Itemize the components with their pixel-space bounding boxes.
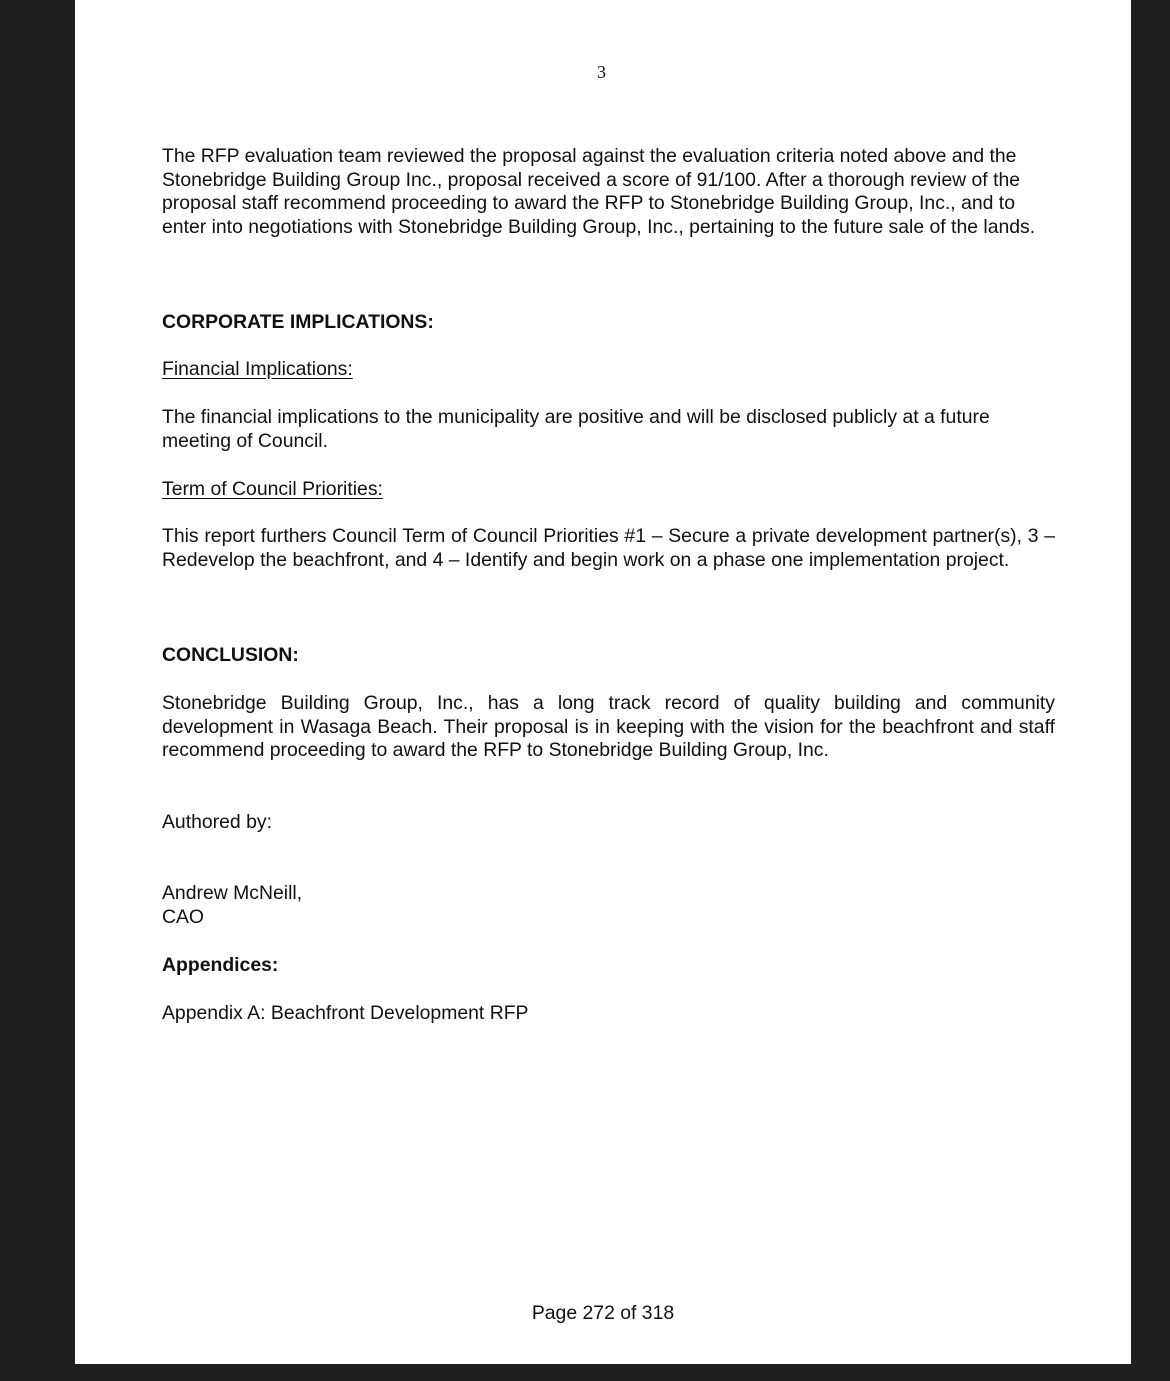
conclusion-heading: CONCLUSION: bbox=[162, 644, 299, 666]
financial-paragraph-block bbox=[162, 406, 1055, 453]
appendix-a-item: Appendix A: Beachfront Development RFP bbox=[162, 1002, 529, 1024]
authored-by-label: Authored by: bbox=[162, 811, 272, 833]
document-page bbox=[75, 0, 1131, 1364]
priorities-paragraph-block bbox=[162, 525, 1055, 572]
authored-by-section bbox=[162, 811, 1055, 835]
author-block bbox=[162, 882, 1055, 929]
appendices-section bbox=[162, 954, 1055, 978]
priorities-section bbox=[162, 478, 1055, 502]
financial-implications-section bbox=[162, 358, 1055, 382]
footer-page-count: Page 272 of 318 bbox=[531, 1302, 675, 1324]
author-title: CAO bbox=[162, 905, 205, 928]
conclusion-paragraph: Stonebridge Building Group, Inc., has a long track record of quality building and community development in Wasaga Beach. Their proposal is in keeping with the vision for the beachfront and staff recommend proceeding to award the RFP to Stonebridge Building Group, Inc. bbox=[162, 692, 1055, 762]
appendices-heading: Appendices: bbox=[162, 954, 279, 976]
appendix-list bbox=[162, 1002, 1055, 1026]
page-number-text: 3 bbox=[597, 62, 606, 82]
conclusion-section bbox=[162, 644, 1055, 668]
financial-paragraph: The financial implications to the municipality are positive and will be disclosed publicly at a future meeting of Council. bbox=[162, 406, 990, 452]
evaluation-section bbox=[162, 145, 1055, 239]
financial-implications-subheading: Financial Implications: bbox=[162, 358, 353, 380]
author-name: Andrew McNeill, bbox=[162, 882, 303, 904]
priorities-subheading: Term of Council Priorities: bbox=[162, 478, 383, 500]
priorities-paragraph: This report furthers Council Term of Council Priorities #1 – Secure a private development partner(s), 3 – Redevelop the beachfront, and 4 – Identify and begin work on a phase one implementation project. bbox=[162, 525, 1055, 571]
corporate-implications-section bbox=[162, 311, 1055, 335]
conclusion-paragraph-block bbox=[162, 692, 1055, 763]
evaluation-paragraph: The RFP evaluation team reviewed the proposal against the evaluation criteria noted above and the Stonebridge Building Group Inc., proposal received a score of 91/100. After a thorough review of the proposal staff recommend proceeding to award the RFP to Stonebridge Building Group, Inc., and to enter into negotiations with Stonebridge Building Group, Inc., pertaining to the future sale of the lands. bbox=[162, 145, 1036, 238]
corporate-implications-heading: CORPORATE IMPLICATIONS: bbox=[162, 311, 434, 333]
page-footer bbox=[75, 1302, 1131, 1325]
